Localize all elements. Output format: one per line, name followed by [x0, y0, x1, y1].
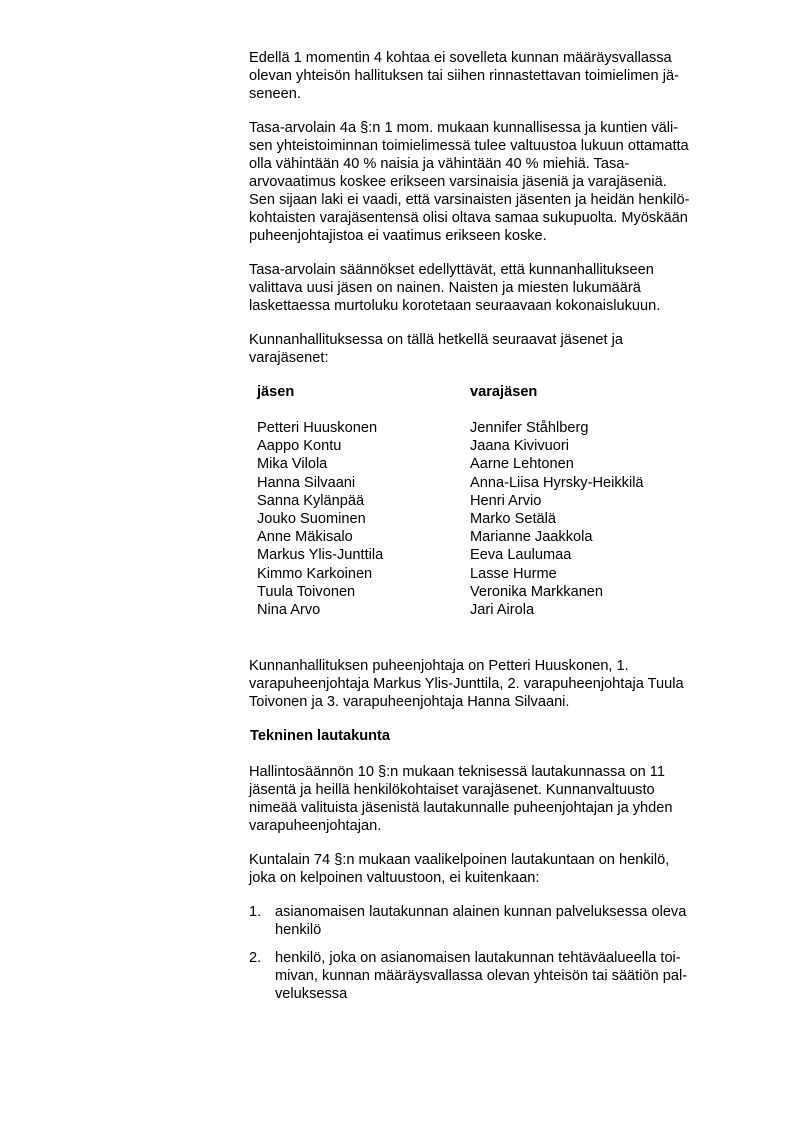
text-line: Toivonen ja 3. varapuheenjohtaja Hanna Silvaani. [249, 694, 570, 711]
list-item [249, 903, 731, 939]
text-line: Edellä 1 momentin 4 kohtaa ei sovelleta kunnan määräysvallassa [249, 50, 672, 66]
paragraph-municipal-act [249, 851, 731, 887]
text-line: varapuheenjohtaja Markus Ylis-Junttila, 2. varapuheenjohtaja Tuula [249, 676, 684, 693]
document-page [249, 49, 731, 1013]
deputy-name: Eeva Laulumaa [470, 547, 572, 564]
text-line: Tasa-arvolain 4a §:n 1 mom. mukaan kunnallisessa ja kuntien väli- [249, 120, 679, 136]
text-line: sen yhteistoiminnan toimielimessä tulee valtuustoa lukuun ottamatta [249, 138, 689, 154]
paragraph-admin-rules [249, 763, 731, 835]
column-header-deputy: varajäsen [470, 384, 538, 400]
text-line: joka on kelpoinen valtuustoon, ei kuitenkaan: [249, 870, 540, 887]
text-line: olla vähintään 40 % naisia ja vähintään 40 % miehiä. Tasa- [249, 156, 630, 172]
member-name: Anne Mäkisalo [257, 529, 353, 546]
paragraph-chairs [249, 657, 731, 711]
table-row [257, 601, 731, 619]
deputy-name: Jaana Kivivuori [470, 438, 569, 455]
deputy-name: Jennifer Ståhlberg [470, 420, 589, 436]
text-line: olevan yhteisön hallituksen tai siihen rinnastettavan toimielimen jä- [249, 68, 679, 84]
member-name: Mika Vilola [257, 456, 328, 473]
table-row [257, 583, 731, 601]
table-header [257, 383, 731, 401]
table-row [257, 419, 731, 437]
table-row [257, 528, 731, 546]
text-line: arvovaatimus koskee erikseen varsinaisia jäseniä ja varajäseniä. [249, 174, 667, 190]
text-line: seneen. [249, 86, 301, 102]
numbered-list [249, 903, 731, 1003]
text-line: kohtaisten varajäsentensä olisi oltava samaa sukupuolta. Myöskään [249, 210, 688, 226]
table-row [257, 510, 731, 528]
text-line: Kunnanhallituksessa on tällä hetkellä seuraavat jäsenet ja [249, 332, 624, 348]
text-line: varapuheenjohtajan. [249, 818, 382, 835]
table-row [257, 565, 731, 583]
column-header-member: jäsen [257, 384, 295, 400]
list-number: 2. [249, 950, 262, 967]
text-line: Kuntalain 74 §:n mukaan vaalikelpoinen lautakuntaan on henkilö, [249, 852, 670, 869]
member-name: Jouko Suominen [257, 510, 366, 527]
members-table [257, 383, 731, 619]
section-heading: Tekninen lautakunta [250, 728, 391, 745]
deputy-name: Lasse Hurme [470, 565, 557, 582]
member-name: Tuula Toivonen [257, 583, 356, 600]
deputy-name: Veronika Markkanen [470, 583, 604, 600]
text-line: jäsentä ja heillä henkilökohtaiset varajäsenet. Kunnanvaltuusto [249, 782, 655, 799]
paragraph-current-members [249, 331, 731, 367]
member-name: Hanna Silvaani [257, 474, 356, 491]
table-row [257, 492, 731, 510]
text-line: henkilö, joka on asianomaisen lautakunnan tehtäväalueella toi- [275, 950, 681, 967]
deputy-name: Marianne Jaakkola [470, 529, 593, 546]
text-line: veluksessa [275, 986, 348, 1003]
member-name: Sanna Kylänpää [257, 492, 365, 509]
member-name: Markus Ylis-Junttila [257, 547, 384, 564]
text-line: mivan, kunnan määräysvallassa olevan yhteisön tai säätiön pal- [275, 968, 688, 985]
table-row [257, 455, 731, 473]
member-name: Aappo Kontu [257, 438, 342, 455]
text-line: asianomaisen lautakunnan alainen kunnan palveluksessa oleva [275, 904, 687, 921]
list-item [249, 949, 731, 1003]
text-line: Sen sijaan laki ei vaadi, että varsinaisten jäsenten ja heidän henkilö- [249, 192, 690, 208]
member-name: Nina Arvo [257, 601, 321, 618]
deputy-name: Jari Airola [470, 601, 535, 618]
text-line: Hallintosäännön 10 §:n mukaan teknisessä lautakunnassa on 11 [249, 764, 665, 781]
table-row [257, 437, 731, 455]
deputy-name: Aarne Lehtonen [470, 456, 574, 473]
text-line: henkilö [275, 922, 322, 939]
list-number: 1. [249, 904, 262, 921]
table-row [257, 546, 731, 564]
paragraph-equality-law [249, 119, 731, 245]
table-body [257, 419, 731, 619]
member-name: Kimmo Karkoinen [257, 565, 373, 582]
text-line: Tasa-arvolain säännökset edellyttävät, että kunnanhallitukseen [249, 262, 654, 278]
text-line: varajäsenet: [249, 350, 329, 366]
text-line: Kunnanhallituksen puheenjohtaja on Petteri Huuskonen, 1. [249, 658, 629, 675]
text-line: nimeää valituista jäsenistä lautakunnalle puheenjohtajan ja yhden [249, 800, 673, 817]
deputy-name: Anna-Liisa Hyrsky-Heikkilä [470, 474, 644, 491]
paragraph-exception [249, 49, 731, 103]
deputy-name: Marko Setälä [470, 510, 556, 527]
paragraph-new-member [249, 261, 731, 315]
member-name: Petteri Huuskonen [257, 420, 378, 436]
text-line: valittava uusi jäsen on nainen. Naisten ja miesten lukumäärä [249, 280, 641, 296]
text-line: puheenjohtajistoa ei vaatimus erikseen koske. [249, 228, 547, 244]
table-row [257, 474, 731, 492]
text-line: laskettaessa murtoluku korotetaan seuraavaan kokonaislukuun. [249, 298, 661, 314]
deputy-name: Henri Arvio [470, 492, 542, 509]
